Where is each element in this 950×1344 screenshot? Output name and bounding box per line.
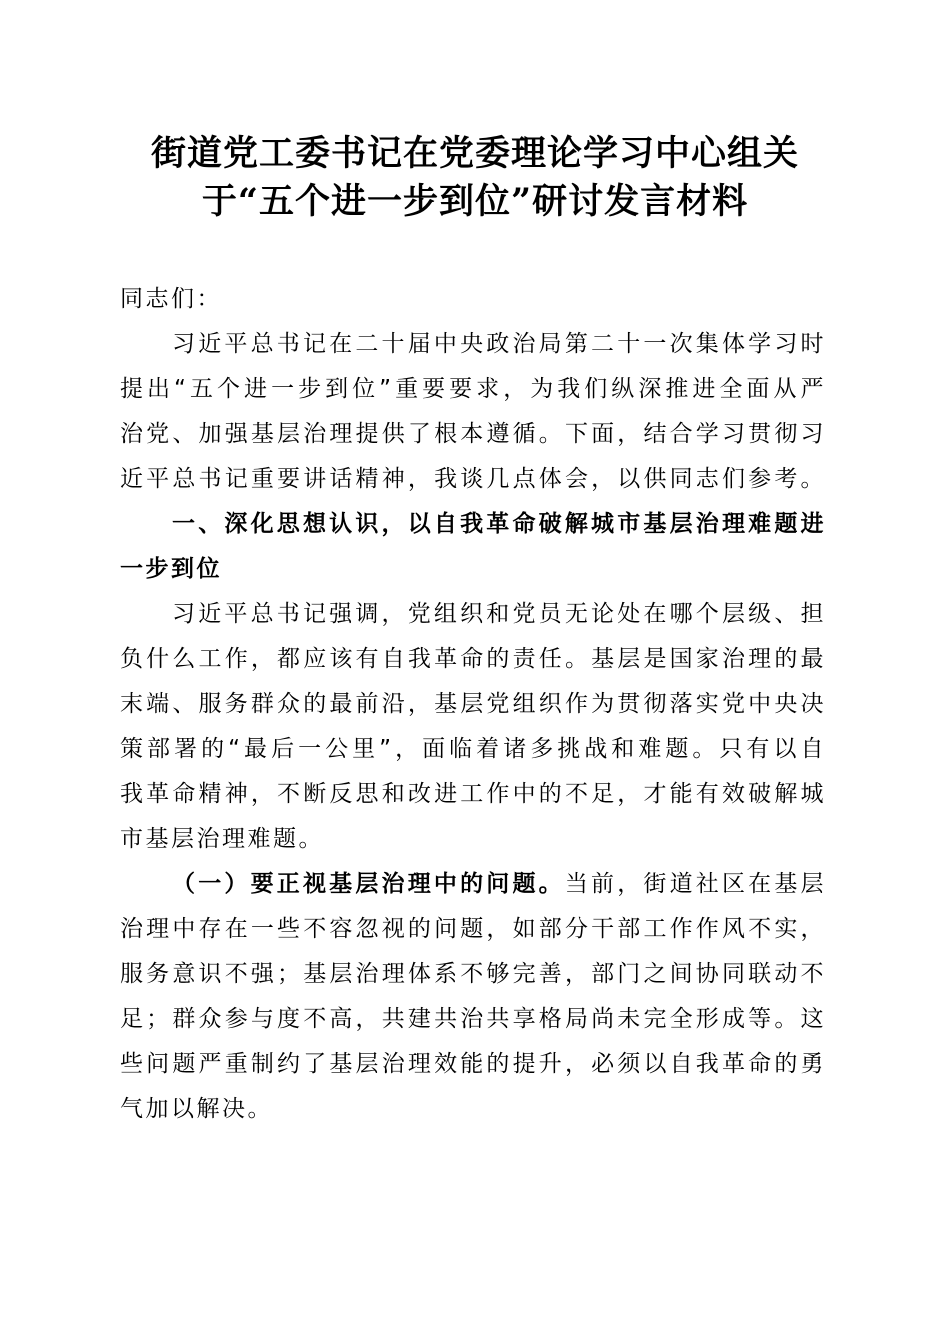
paragraph-line: 些问题严重制约了基层治理效能的提升，必须以自我革命的勇 <box>120 1051 826 1077</box>
paragraph-line: 我革命精神，不断反思和改进工作中的不足，才能有效破解城 <box>120 781 826 807</box>
section-heading-line: 一、深化思想认识，以自我革命破解城市基层治理难题进 <box>172 511 826 537</box>
paragraph-line: 策部署的“最后一公里”，面临着诸多挑战和难题。只有以自 <box>120 736 826 762</box>
document-body <box>120 277 826 1132</box>
title-line: 街道党工委书记在党委理论学习中心组关 <box>150 133 799 174</box>
paragraph-line: 习近平总书记在二十届中央政治局第二十一次集体学习时 <box>172 331 826 357</box>
paragraph-line: 末端、服务群众的最前沿，基层党组织作为贯彻落实党中央决 <box>120 691 826 717</box>
paragraph-line: 习近平总书记强调，党组织和党员无论处在哪个层级、担 <box>172 601 826 627</box>
paragraph-line: 提出“五个进一步到位”重要要求，为我们纵深推进全面从严 <box>120 376 826 402</box>
subsection-text: 当前，街道社区在基层 <box>564 871 826 897</box>
paragraph-line: 治理中存在一些不容忽视的问题，如部分干部工作作风不实， <box>120 916 826 942</box>
paragraph-line: 近平总书记重要讲话精神，我谈几点体会，以供同志们参考。 <box>120 466 826 492</box>
document-title <box>120 130 830 226</box>
salutation: 同志们： <box>120 286 222 312</box>
section-heading-line: 一步到位 <box>120 556 222 582</box>
subsection-first-line <box>120 862 826 907</box>
paragraph-line: 治党、加强基层治理提供了根本遵循。下面，结合学习贯彻习 <box>120 421 826 447</box>
paragraph-line: 负什么工作，都应该有自我革命的责任。基层是国家治理的最 <box>120 646 826 672</box>
paragraph-line: 服务意识不强；基层治理体系不够完善，部门之间协同联动不 <box>120 961 826 987</box>
title-line: 于“五个进一步到位”研讨发言材料 <box>201 181 749 222</box>
paragraph-line: 足；群众参与度不高，共建共治共享格局尚未完全形成等。这 <box>120 1006 826 1032</box>
paragraph-line: 气加以解决。 <box>120 1096 273 1122</box>
paragraph-line: 市基层治理难题。 <box>120 826 324 852</box>
subsection-lead: （一）要正视基层治理中的问题。 <box>172 871 565 897</box>
